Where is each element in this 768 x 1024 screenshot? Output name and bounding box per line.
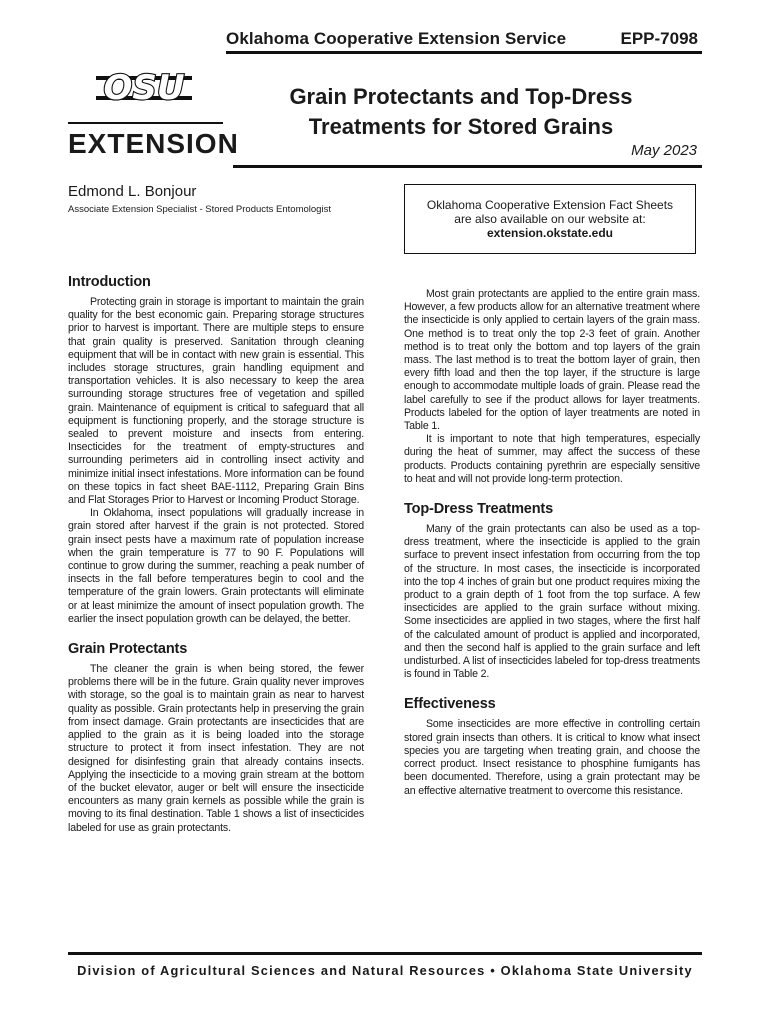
author-title: Associate Extension Specialist - Stored Products Entomologist bbox=[68, 204, 331, 215]
website-notice-box bbox=[404, 184, 696, 254]
document-title bbox=[246, 82, 676, 142]
osu-logo-mark bbox=[92, 62, 196, 112]
continued-paragraph-1: Most grain protectants are applied to the entire grain mass. However, a few products allow for an alternative treatment where the insecticide is only applied to certain layers of the grain mass. One method is to treat only the top 2-3 feet of grain. Another method is to treat only the bottom and top layers of the grain mass. The last method is to treat the bottom layer of grain, then every fifth load and then the top layer, if the structure is large enough to accommodate multiple loads of grain. Please read the label carefully to see if the product allows for layer treatments. Products labeled for the option of layer treatments are noted in Table 1. bbox=[404, 288, 700, 433]
right-column bbox=[404, 288, 700, 798]
website-notice-line-2: are also available on our website at: bbox=[454, 212, 646, 226]
extension-wordmark: EXTENSION bbox=[68, 128, 239, 159]
osu-logo-letters: OSU bbox=[103, 68, 185, 108]
top-dress-paragraph-1: Many of the grain protectants can also be used as a top-dress treatment, where the insecticide is applied to the grain surface to prevent insect infestation from occurring from the top of the structure. In most cases, the insecticide is incorporated into the top 4 inches of grain but one product requires mixing the product to a grain depth of 1 foot from the top surface. A few insecticides are applied to the grain surface without mixing. Some insecticides are applied in two stages, where the first half of the calculated amount of product is applied and incorporated, and then the second half is applied to the grain surface and left undisturbed. A list of insecticides labeled for top-dress treatments is found in Table 2. bbox=[404, 523, 700, 681]
header-rule bbox=[226, 51, 702, 54]
heading-top-dress: Top-Dress Treatments bbox=[404, 501, 554, 518]
title-line-2: Treatments for Stored Grains bbox=[308, 114, 614, 139]
fact-sheet-code: EPP-7098 bbox=[620, 29, 698, 48]
grain-protectants-paragraph-1: The cleaner the grain is when being stored, the fewer problems there will be in the future. Grain quality never improves with storage, so the goal is to maintain grain as near to harvest quality as possible. Grain protectants help in preserving the grain from insect damage. Grain protectants are insecticides that are applied to the grain as it is being loaded into the storage structure to protect it from insect infestation. They are not designed for disinfesting grain that already contains insects. Applying the insecticide to a moving grain stream at the bottom of the bucket elevator, auger or belt will ensure the insecticide encounters as many grain kernels as possible while the grain is moving to its final destination. Table 1 shows a list of insecticides labeled for use as grain protectants. bbox=[68, 663, 364, 834]
osu-logo bbox=[92, 62, 196, 112]
website-url-link[interactable]: extension.okstate.edu bbox=[486, 226, 614, 240]
publication-series: Oklahoma Cooperative Extension Service bbox=[226, 29, 567, 48]
footer-rule bbox=[68, 952, 702, 955]
title-line-1: Grain Protectants and Top-Dress bbox=[289, 84, 633, 109]
effectiveness-paragraph-1: Some insecticides are more effective in controlling certain stored grain insects than others. It is critical to know what insect species you are targeting when treating grain, and choose the correct product. Insect resistance to phosphine fumigants has been documented. Therefore, using a grain protectant may be an effective alternative treatment to overcome this resistance. bbox=[404, 718, 700, 797]
title-rule bbox=[233, 165, 702, 168]
logo-rule bbox=[68, 122, 223, 124]
author-name: Edmond L. Bonjour bbox=[68, 183, 197, 200]
heading-grain-protectants: Grain Protectants bbox=[68, 641, 188, 658]
intro-paragraph-2: In Oklahoma, insect populations will gradually increase in grain stored after harvest if the grain is not protected. Stored grain insect pests have a maximum rate of population increase when the grain temperature is 77 to 90 F. Populations will continue to grow during the summer, reaching a peak number of insects in the fall before temperatures begin to cool and the temperature of the grain lowers. Grain protectants will eliminate or at least minimize the amount of insect population growth. The earlier the insect population growth can be delayed, the better. bbox=[68, 507, 364, 625]
left-column bbox=[68, 273, 364, 835]
website-notice-line-1: Oklahoma Cooperative Extension Fact Sheets bbox=[426, 198, 674, 212]
continued-paragraph-2: It is important to note that high temperatures, especially during the heat of summer, may affect the success of these products. Products containing pyrethrin are especially sensitive to heat and will not provide long-term protection. bbox=[404, 433, 700, 485]
publication-date: May 2023 bbox=[631, 142, 697, 159]
footer-institution: Division of Agricultural Sciences and Natural Resources • Oklahoma State University bbox=[77, 963, 693, 978]
heading-introduction: Introduction bbox=[68, 274, 151, 290]
heading-effectiveness: Effectiveness bbox=[404, 696, 496, 713]
intro-paragraph-1: Protecting grain in storage is important to maintain the grain quality for the best economic gain. Preparing storage structures prior to harvest is important. There are multiple steps to ensure that grain quality is preserved. Sanitation through cleaning equipment that will be in contact with new grain is essential. This includes storage structures, grain handling equipment and transportation vehicles. It is also necessary to keep the area surrounding storage structures free of vegetation and spilled grain. Maintenance of equipment is critical to safeguard that all equipment is functioning properly, and the storage structure is sealed to prevent moisture and insects from entering. Insecticides for the treatment of empty-structures and surrounding perimeters aid in controlling insect activity and minimize initial insect infestations. More information can be found on these topics in fact sheet BAE-1112, Preparing Grain Bins and Flat Storages Prior to Harvest or Incoming Product Storage. bbox=[68, 296, 364, 507]
